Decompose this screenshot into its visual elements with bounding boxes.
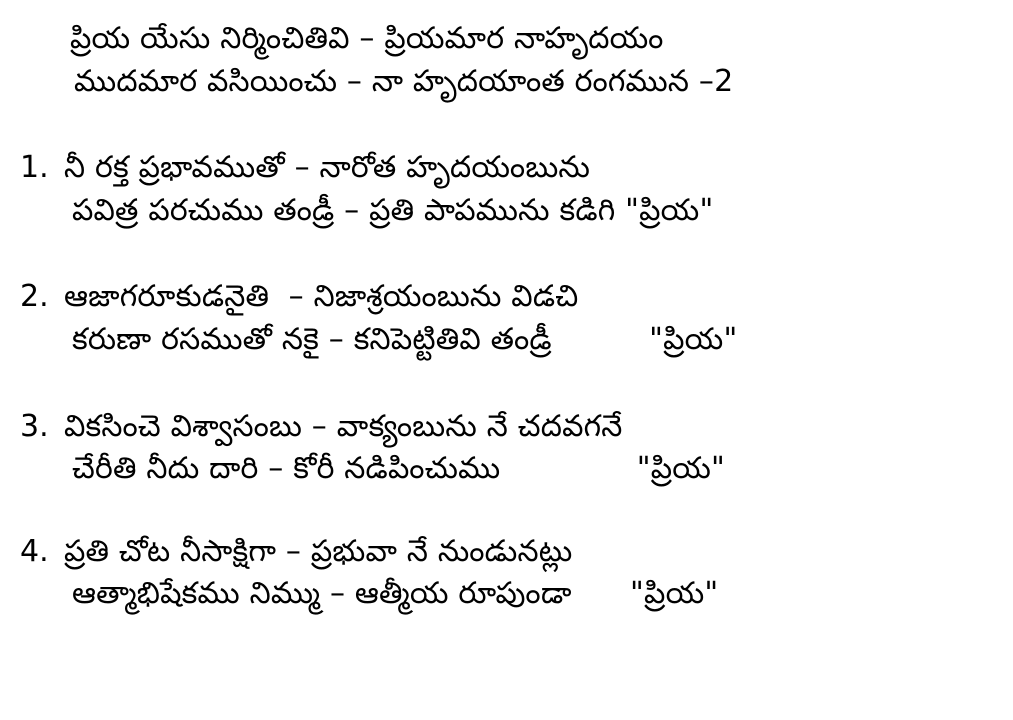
- stanza-4-line-2: ఆత్మాభిషేకము నిమ్ము – ఆత్మీయ రూపుండా "ప్రియ": [72, 576, 719, 612]
- spacer: [20, 362, 993, 406]
- stanza-1-line-1: నీ రక్త ప్రభావముతో – నారోత హృదయంబును: [64, 150, 591, 186]
- stanza-1-lines: [64, 147, 993, 232]
- stanza-number-4: 4.: [20, 533, 49, 569]
- chorus-line-2: ముదమార వసియించు – నా హృదయాంత రంగమున –2: [74, 63, 734, 99]
- stanza-3-lines: [64, 406, 993, 491]
- stanza-4: [20, 531, 993, 616]
- stanza-3-line-1: వికసించె విశ్వాసంబు – వాక్యంబును నే చదవగనే: [64, 408, 623, 444]
- stanza-4-line-1: ప్రతి చోట నీసాక్షిగా – ప్రభువా నే నుండునట్లు: [64, 533, 573, 569]
- stanza-2-line-2: కరుణా రసముతో నకై – కనిపెట్టితివి తండ్రీ "ప్రియ": [72, 321, 738, 357]
- stanza-2: [20, 276, 993, 361]
- stanza-number-2: 2.: [20, 279, 49, 315]
- stanza-3-line-2: చేరీతి నీదు దారి – కోరీ నడిపించుము "ప్రియ": [72, 451, 726, 487]
- stanza-1-line-2: పవిత్ర పరచుము తండ్రీ – ప్రతి పాపమును కడిగి "ప్రియ": [72, 192, 714, 228]
- spacer: [20, 103, 993, 147]
- song-lyrics: [20, 18, 993, 616]
- stanza-3: [20, 406, 993, 491]
- chorus-block: [70, 18, 993, 103]
- spacer: [20, 232, 993, 276]
- chorus-line-1: ప్రియ యేసు నిర్మించితివి – ప్రియమార నాహృదయం: [70, 21, 664, 56]
- stanza-2-lines: [64, 276, 993, 361]
- stanza-2-line-1: ఆజాగరూకుడనైతి – నిజాశ్రయంబును విడచి: [64, 279, 579, 315]
- spacer: [20, 491, 993, 531]
- stanza-number-1: 1.: [20, 150, 49, 186]
- stanza-1: [20, 147, 993, 232]
- stanza-4-lines: [64, 531, 993, 616]
- stanza-number-3: 3.: [20, 408, 49, 444]
